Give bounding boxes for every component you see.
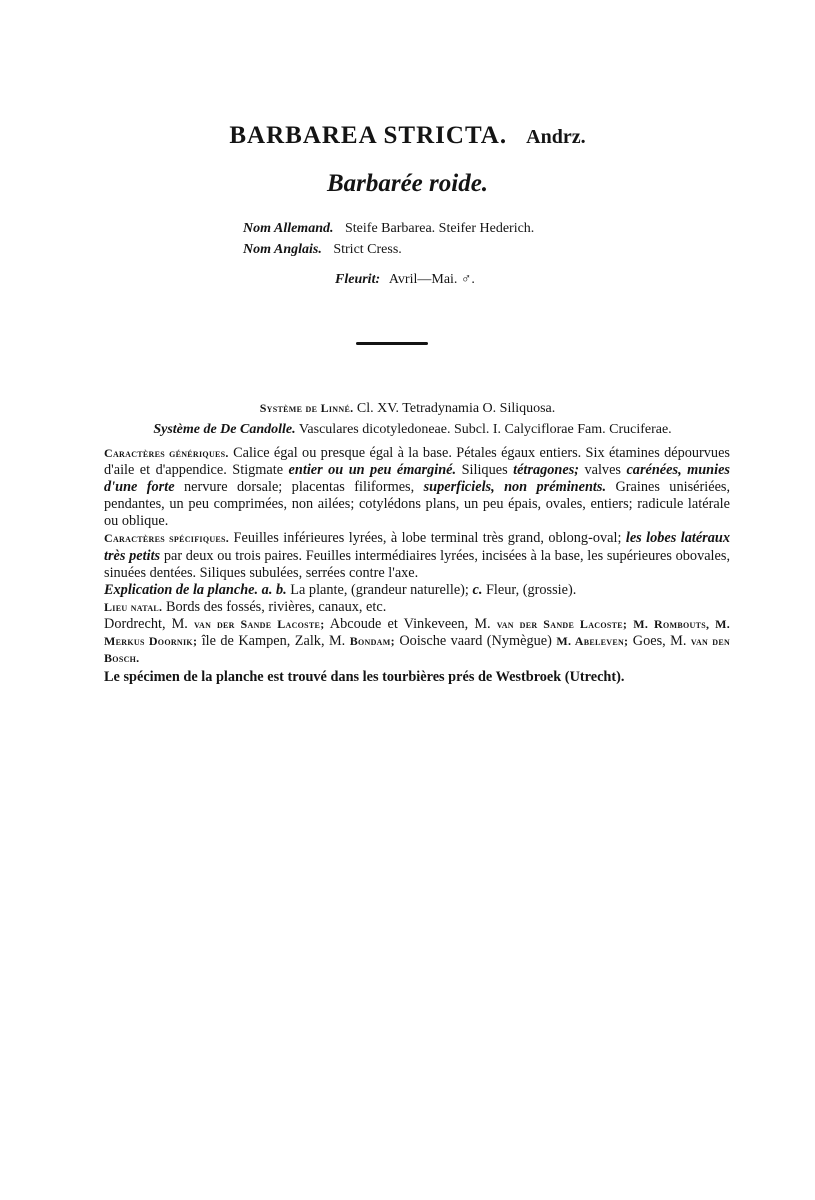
locality-text-5: Goes, M. — [632, 633, 687, 650]
locality-text-4: Ooische vaard (Nymègue) — [399, 633, 552, 650]
habitat-value: Bords des fossés, rivières, canaux, etc. — [165, 598, 387, 615]
generic-characters — [104, 445, 730, 530]
generic-text-8: superficiels, non préminents. — [423, 479, 607, 496]
german-name-value: Steife Barbarea. Steifer Hederich. — [345, 221, 535, 236]
english-name-row — [243, 239, 534, 260]
collector-name-6: van den Bosch. — [104, 634, 731, 666]
collector-name-5: M. Abeleven; — [556, 634, 629, 649]
generic-text-6: carénées, munies d'une forte — [104, 462, 730, 496]
explication-label: Explication de la planche. — [104, 581, 259, 598]
collector-name-4: Bondam; — [349, 634, 395, 649]
generic-label: Caractères génériques. — [104, 446, 229, 460]
specific-text-2: les lobes latéraux très petits — [104, 530, 730, 564]
explication-text-2: Fleur, (grossie). — [485, 581, 577, 598]
specific-text-1: Feuilles inférieures lyrées, à lobe terminal très grand, oblong-oval; — [233, 530, 622, 547]
generic-text-1: Calice égal ou presque égal à la base. Pétales égaux entiers. Six étamines dépourvues d'aile et d'appendice. Stigmate — [104, 445, 730, 479]
plate-explanation — [104, 582, 730, 599]
specific-label: Caractères spécifiques. — [104, 531, 230, 546]
linne-system-row — [0, 398, 815, 419]
section-divider — [356, 342, 428, 345]
habitat-label: Lieu natal. — [104, 599, 163, 614]
locality-text-2: Abcoude et Vinkeveen, M. — [329, 615, 491, 632]
collector-name-2: van der Sande Lacoste; — [496, 616, 628, 631]
species-title: BARBAREA STRICTA. — [229, 122, 508, 149]
linne-value: Cl. XV. Tetradynamia O. Siliquosa. — [356, 401, 556, 416]
linne-label: Système de Linné. — [259, 401, 354, 415]
flowering-label: Fleurit: — [335, 272, 381, 287]
candolle-system-row — [10, 419, 815, 440]
collector-name-1: van der Sande Lacoste; — [193, 616, 325, 631]
english-name-label: Nom Anglais. — [243, 242, 322, 257]
flowering-value: Avril—Mai. ♂. — [388, 272, 475, 287]
german-name-row — [243, 218, 534, 239]
french-name: Barbarée roide. — [326, 170, 489, 197]
description-body — [104, 445, 730, 686]
flowering-row — [335, 272, 475, 288]
localities — [104, 616, 730, 667]
species-author: Andrz. — [526, 126, 586, 148]
candolle-value: Vasculares dicotyledoneae. Subcl. I. Calyciflorae Fam. Cruciferae. — [298, 422, 672, 437]
locality-text-3: île de Kampen, Zalk, M. — [201, 633, 346, 650]
generic-text-9: Graines unisériées, pendantes, un peu comprimées, non ailées; cotylédons plans, un peu épais, ovales, entiers; radicule latérale ou oblique. — [104, 479, 731, 530]
generic-text-2: entier ou un peu émarginé. — [288, 462, 457, 479]
specimen-note: Le spécimen de la planche est trouvé dans les tourbières prés de Westbroek (Utrecht). — [104, 669, 625, 686]
collector-name-3: M. Rombouts, M. Merkus Doornik; — [104, 616, 731, 649]
generic-text-4: tétragones; — [513, 462, 580, 479]
locality-text-1: Dordrecht, M. — [104, 615, 188, 632]
habitat — [104, 599, 730, 616]
classification-systems — [0, 398, 815, 440]
title-line — [0, 122, 815, 150]
common-names — [243, 218, 534, 260]
explication-a: a. b. — [261, 581, 287, 598]
english-name-value: Strict Cress. — [333, 242, 402, 257]
generic-text-3: Siliques — [461, 462, 508, 479]
generic-text-5: valves — [584, 462, 621, 479]
specific-text-3: par deux ou trois paires. Feuilles intermédiaires lyrées, incisées à la base, les supérieures obovales, sinuées dentées. Siliques subulées, serrées contre l'axe. — [104, 547, 731, 581]
candolle-label: Système de De Candolle. — [153, 422, 296, 437]
specific-characters — [104, 530, 730, 581]
generic-text-7: nervure dorsale; placentas filiformes, — [183, 479, 415, 496]
german-name-label: Nom Allemand. — [243, 221, 334, 236]
explication-c: c. — [472, 581, 483, 598]
explication-text-1: La plante, (grandeur naturelle); — [290, 581, 469, 598]
